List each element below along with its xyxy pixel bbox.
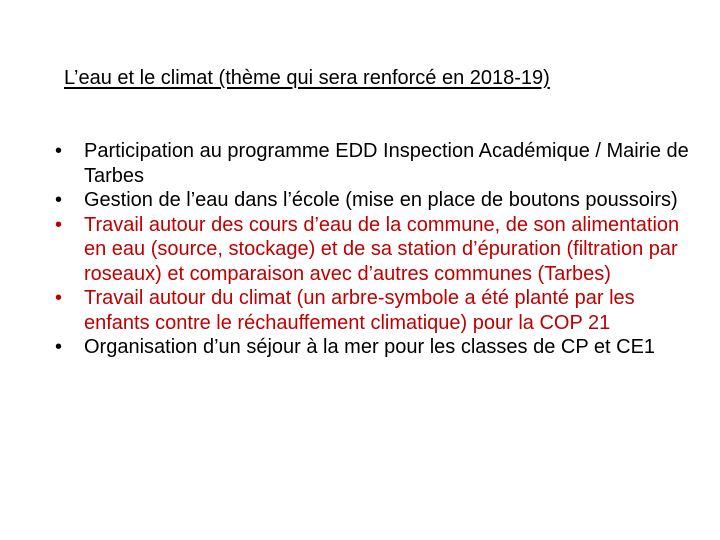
bullet-dot-icon: • bbox=[55, 336, 63, 358]
bullet-dot-icon: • bbox=[55, 213, 63, 236]
bullet-item bbox=[55, 188, 705, 213]
bullet-text: Travail autour des cours d’eau de la commune, de son alimentation en eau (source, stockage) et de sa station d’épuration (filtration par roseaux) et comparaison avec d’autres communes (Tarbes) bbox=[84, 213, 680, 285]
bullet-text: Organisation d’un séjour à la mer pour les classes de CP et CE1 bbox=[84, 336, 656, 358]
bullet-item bbox=[55, 286, 705, 335]
bullet-item bbox=[55, 139, 705, 188]
bullet-item bbox=[55, 335, 705, 360]
slide-title: L’eau et le climat (thème qui sera renforcé en 2018-19) bbox=[64, 67, 550, 89]
bullet-dot-icon: • bbox=[55, 287, 63, 309]
bullet-list bbox=[55, 139, 705, 360]
bullet-text: Travail autour du climat (un arbre-symbole a été planté par les enfants contre le réchauffement climatique) pour la COP 21 bbox=[84, 287, 635, 334]
bullet-dot-icon: • bbox=[55, 140, 63, 162]
bullet-text: Gestion de l’eau dans l’école (mise en place de boutons poussoirs) bbox=[84, 189, 678, 211]
bullet-text: Participation au programme EDD Inspection Académique / Mairie de Tarbes bbox=[84, 140, 689, 187]
bullet-item bbox=[55, 213, 705, 287]
bullet-dot-icon: • bbox=[55, 189, 63, 211]
